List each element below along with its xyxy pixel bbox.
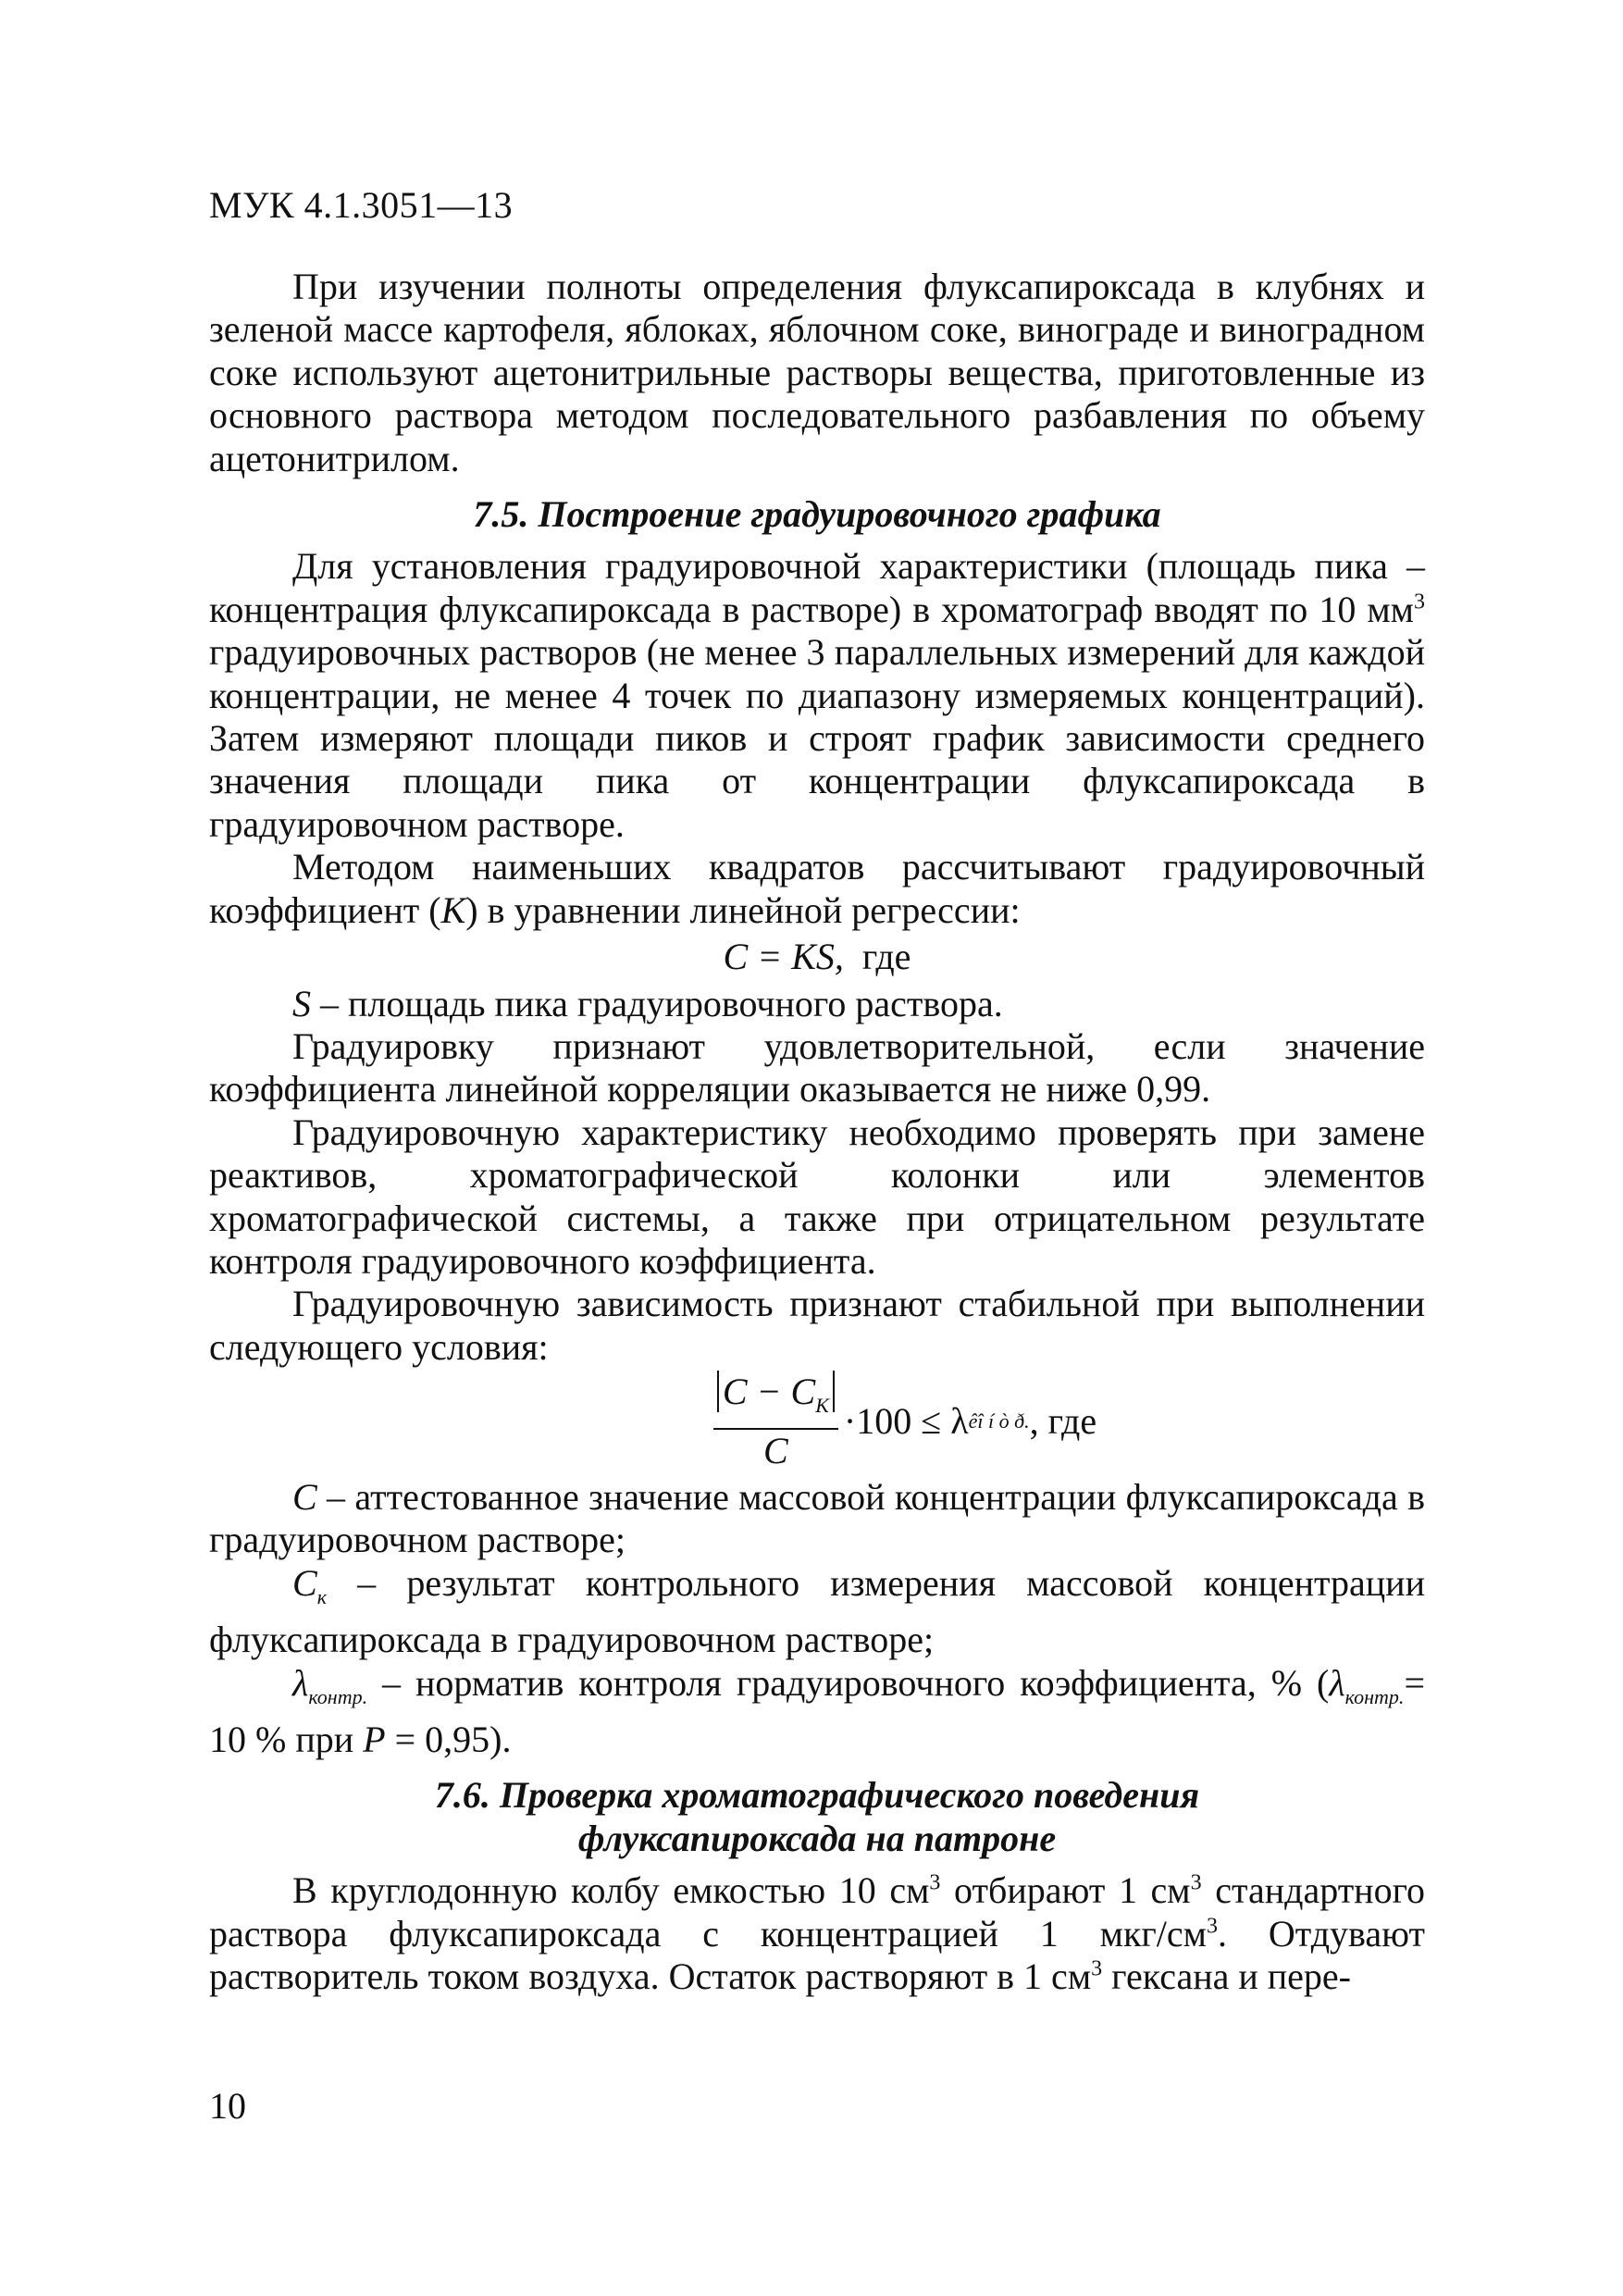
paragraph: При изучении полноты определения флуксапироксада в клубнях и зеленой массе картофеля, яблоках, яблочном соке, винограде и виноградном соке используют ацетонитрильные растворы вещества, приготовленные из основного раствора методом последовательного разбавления по объему ацетонитрилом. xyxy=(209,266,1425,479)
paragraph: Для установления градуировочной характеристики (площадь пика – концентрация флуксапироксада в растворе) в хроматограф вводят по 10 $мм^3$ градуировочных растворов (не менее 3 параллельных измерений для каждой концентрации, не менее 4 точек по диапазону измеряемых концентраций). Затем измеряют площади пиков и строят график зависимости среднего значения площади пика от концентрации флуксапироксада в градуировочном растворе. xyxy=(209,545,1425,845)
section-heading-7-5: 7.5. Построение градуировочного графика xyxy=(473,493,1161,536)
paragraph: Градуировочную характеристику необходимо проверять при замене реактивов, хроматографической колонки или элементов хроматографической системы, а также при отрицательном результате контроля градуировочного коэффициента. xyxy=(209,1111,1425,1282)
definition-ck: $C_к$ – результат контрольного измерения массовой концентрации флуксапироксада в градуировочном растворе; xyxy=(209,1561,1425,1661)
section-heading-7-6: 7.6. Проверка хроматографического поведения флуксапироксада на патроне xyxy=(434,1774,1200,1859)
page-number: 10 xyxy=(209,2085,246,2127)
paragraph: В круглодонную колбу емкостью 10 $см^3$ отбирают 1 $см^3$ стандартного раствора флуксапироксада с концентрацией 1 мкг/$см^3$. Отдувают растворитель током воздуха. Остаток растворяют в 1 $см^3$ гексана и пере- xyxy=(209,1869,1426,1998)
fraction: $\frac{C - C_K}{C}$ xyxy=(713,1371,838,1472)
paragraph: Градуировочную зависимость признают стабильной при выполнении следующего условия: xyxy=(209,1283,1425,1368)
definition-s: S – площадь пика градуировочного раствора. xyxy=(292,982,1003,1024)
document-header: МУК 4.1.3051—13 xyxy=(209,184,514,226)
paragraph: Методом наименьших квадратов рассчитывают градуировочный коэффициент (K) в уравнении линейной регрессии: xyxy=(209,846,1425,931)
paragraph: Градуировку признают удовлетворительной, если значение коэффициента линейной корреляции оказывается не ниже 0,99. xyxy=(209,1024,1425,1111)
formula-stability: $\frac{C - C_K}{C}$ ·100 ≤ λ êî í ò ð. , где xyxy=(209,1371,1425,1472)
definition-lambda: $\lambda_{контр.}$ – норматив контроля градуировочного коэффициента, % ($\lambda_{контр.}= 10$ % при P = 0,95). xyxy=(209,1661,1425,1760)
body-text xyxy=(209,266,1425,1998)
definition-c: C – аттестованное значение массовой концентрации флуксапироксада в градуировочном растворе; xyxy=(209,1475,1425,1561)
formula-regression: C = KS, где xyxy=(723,936,911,978)
